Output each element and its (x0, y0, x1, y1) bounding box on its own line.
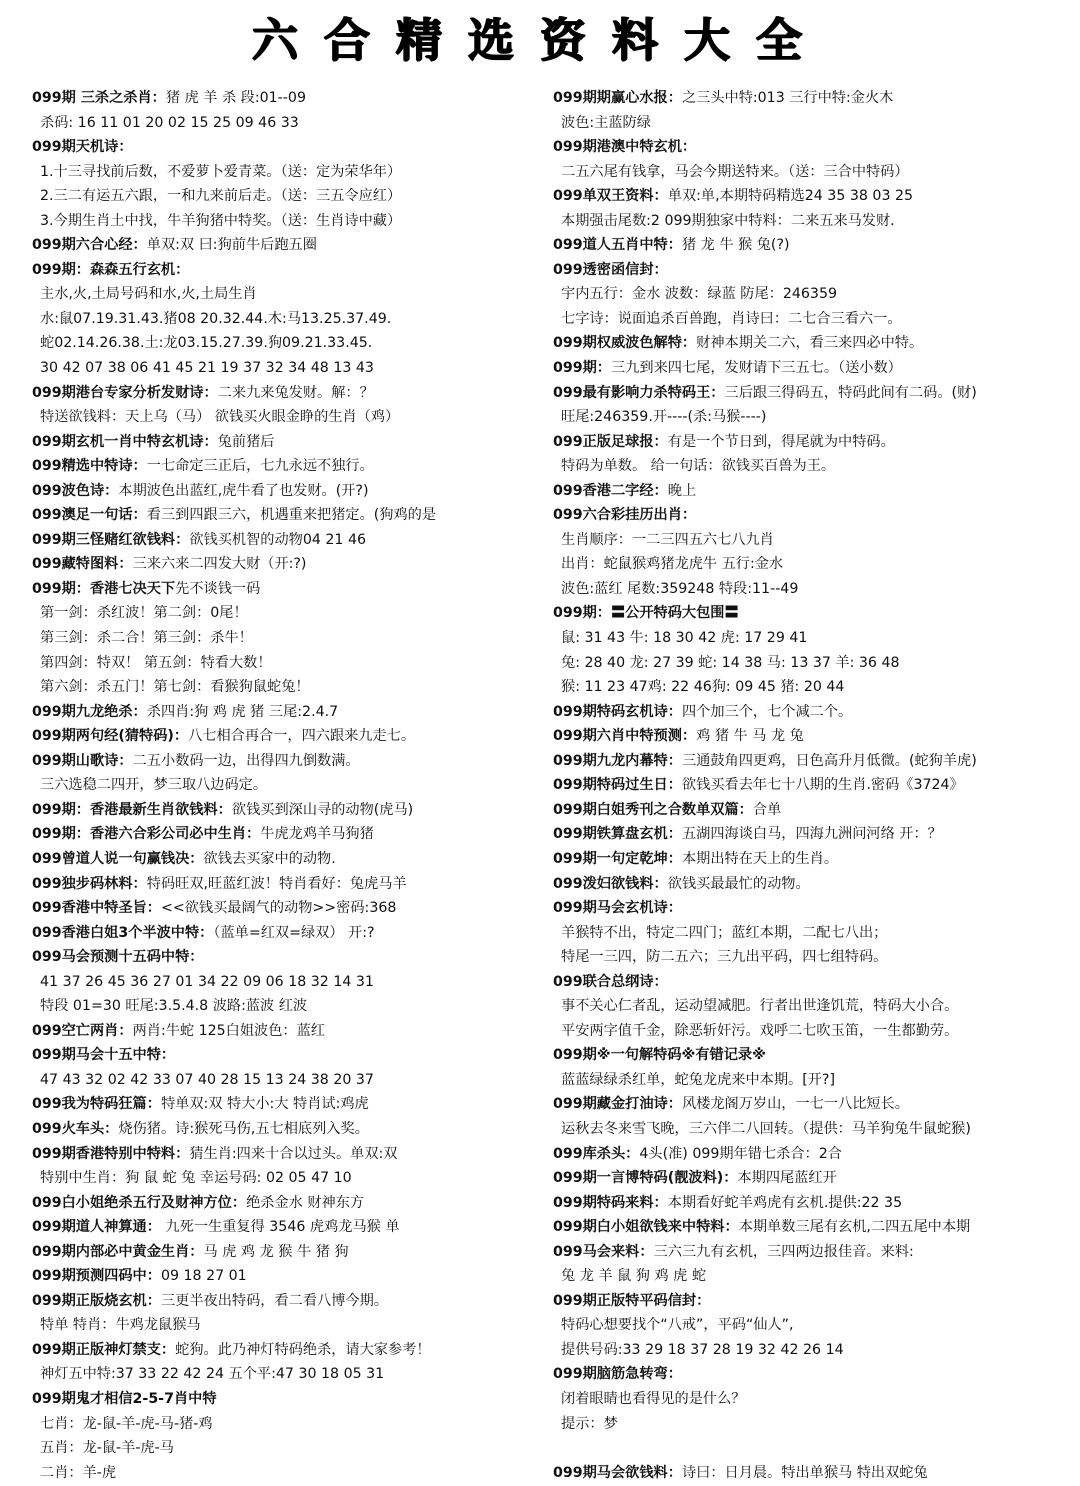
line-heading: 099透密函信封： (553, 261, 668, 278)
line-text: 一七命定三正后，七九永远不独行。 (146, 458, 374, 475)
left-line (32, 282, 550, 307)
line-text: 绝杀金水 财神东方 (246, 1194, 365, 1211)
right-line (553, 356, 1075, 381)
line-heading: 099香港中特圣旨： (32, 900, 161, 917)
line-text: 神灯五中特:37 33 22 42 24 五个平:47 30 18 05 31 (40, 1366, 385, 1383)
line-heading: 099期脑筋急转弯： (553, 1366, 682, 1383)
line-text: 特单双:双 特大小:大 特肖试:鸡虎 (160, 1096, 369, 1113)
right-line (553, 651, 1075, 676)
right-line (553, 675, 1075, 700)
right-line (553, 86, 1075, 111)
line-text: 第六剑：杀五门！第七剑：看猴狗鼠蛇兔！ (40, 679, 310, 696)
line-heading: 099期九龙内幕特： (553, 752, 682, 769)
line-text: 二肖：羊-虎 (40, 1464, 117, 1481)
line-heading: 099藏特图料： (32, 556, 133, 573)
left-line (32, 1387, 550, 1412)
line-heading: 099期九龙绝杀： (32, 703, 147, 720)
right-line (553, 1166, 1075, 1191)
line-text: 闭着眼睛也看得见的是什么？ (561, 1390, 746, 1407)
line-text: 马 虎 鸡 龙 猴 牛 猪 狗 (203, 1243, 349, 1260)
left-line (32, 86, 550, 111)
right-line (553, 896, 1075, 921)
line-text: 杀码: 16 11 01 20 02 15 25 09 46 33 (40, 114, 299, 131)
line-heading: 099期正版烧玄机： (32, 1292, 161, 1309)
line-heading: 099单双王资料： (553, 188, 668, 205)
line-text: 30 42 07 38 06 41 45 21 19 37 32 34 48 13 43 (40, 360, 374, 377)
left-line (32, 1215, 550, 1240)
left-line (32, 724, 550, 749)
line-heading: 099期权威波色解特： (553, 335, 697, 352)
line-text: 羊猴特不出，特定二四门；蓝红本期，二配七八出； (561, 924, 888, 941)
right-line (553, 160, 1075, 185)
line-heading: 099六合彩挂历出肖： (553, 507, 697, 524)
line-text: 先不谈钱一码 (175, 580, 261, 597)
line-text: 看三到四跟三六，机遇重来把猪定。(狗鸡的是 (146, 507, 437, 524)
left-line (32, 1289, 550, 1314)
line-heading: 099期：〓公开特码大包围〓 (553, 605, 739, 622)
right-line (553, 479, 1075, 504)
line-heading: 099期一句定乾坤： (553, 850, 682, 867)
left-line (32, 577, 550, 602)
left-line (32, 1043, 550, 1068)
right-line (553, 1092, 1075, 1117)
line-text: 特码旺双,旺蓝红波！特肖看好：兔虎马羊 (146, 875, 407, 892)
line-text: 三通鼓角四更鸡，日色高升月低微。(蛇狗羊虎) (681, 752, 977, 769)
line-heading: 099期港台专家分析发财诗： (32, 384, 218, 401)
left-line (32, 307, 550, 332)
left-line (32, 626, 550, 651)
right-line (553, 233, 1075, 258)
line-text: 本期四尾蓝红开 (737, 1170, 837, 1187)
line-heading: 099澳足一句话： (32, 507, 147, 524)
line-heading: 099期：香港七决天下 (32, 580, 176, 597)
right-line (553, 1019, 1075, 1044)
left-line (32, 921, 550, 946)
right-line (553, 798, 1075, 823)
right-line (553, 111, 1075, 136)
right-line (553, 1043, 1075, 1068)
right-line (553, 1362, 1075, 1387)
line-text: 波色:主蓝防绿 (561, 114, 651, 131)
line-heading: 099期马会十五中特： (32, 1047, 176, 1064)
line-text: 事不关心仁者乱，运动望减肥。行者出世逢饥荒，特码大小合。 (561, 998, 959, 1015)
left-line (32, 1436, 550, 1461)
line-text: 有是一个节日到，得尾就为中特码。 (667, 433, 895, 450)
line-text: 本期看好蛇羊鸡虎有玄机.提供:22 35 (667, 1194, 903, 1211)
line-text: （蓝单=红双=绿双） 开:? (213, 924, 375, 941)
line-heading: 099波色诗： (32, 482, 119, 499)
line-text: 杀四肖:狗 鸡 虎 猪 三尾:2.4.7 (146, 703, 339, 720)
line-heading: 099期：香港最新生肖欲钱料： (32, 801, 232, 818)
left-line (32, 1142, 550, 1167)
right-column (553, 86, 1075, 1485)
line-text: 兔前猪后 (217, 433, 275, 450)
line-text: 鸡 猪 牛 马 龙 兔 (696, 728, 804, 745)
left-line (32, 1240, 550, 1265)
right-line (553, 430, 1075, 455)
left-line (32, 135, 550, 160)
line-heading: 099马会来料： (553, 1243, 654, 1260)
left-line (32, 1362, 550, 1387)
line-text: 四个加三个，七个减二个。 (681, 703, 853, 720)
line-text: 合单 (752, 801, 782, 818)
right-line (553, 577, 1075, 602)
right-line (553, 1436, 1075, 1461)
left-line (32, 896, 550, 921)
left-line (32, 872, 550, 897)
left-line (32, 1412, 550, 1437)
line-text: 特别中生肖：狗 鼠 蛇 兔 幸运号码: 02 05 47 10 (40, 1170, 352, 1187)
line-text: 七肖：龙-鼠-羊-虎-马-猪-鸡 (40, 1415, 213, 1432)
left-line (32, 356, 550, 381)
line-text: 生肖顺序：一二三四五六七八九肖 (561, 531, 774, 548)
right-line (553, 994, 1075, 1019)
left-line (32, 503, 550, 528)
left-line (32, 1313, 550, 1338)
line-text: 蓝蓝绿绿杀红单，蛇兔龙虎来中本期。[开?] (561, 1071, 835, 1088)
line-text: 八七相合再合一，四六跟来九走七。 (188, 728, 416, 745)
left-line (32, 675, 550, 700)
line-heading: 099期鬼才相信2-5-7肖中特 (32, 1390, 217, 1407)
line-text: 1.十三寻找前后数，不爱萝卜爱青菜。（送：定为荣华年） (40, 163, 402, 180)
line-text: 欲钱买到深山寻的动物(虎马) (231, 801, 414, 818)
line-text: 之三头中特:013 三行中特:金火木 (681, 90, 894, 106)
line-heading: 099香港二字经： (553, 482, 668, 499)
left-line (32, 1019, 550, 1044)
line-heading: 099期藏金打油诗： (553, 1096, 682, 1113)
left-line (32, 1166, 550, 1191)
right-line (553, 970, 1075, 995)
left-line (32, 1461, 550, 1486)
line-text: 4头(准) 099期年错七杀合：2合 (639, 1145, 842, 1162)
right-line (553, 700, 1075, 725)
right-line (553, 454, 1075, 479)
line-heading: 099期六合心经： (32, 237, 147, 254)
left-line (32, 1264, 550, 1289)
line-heading: 099期期赢心水报： (553, 90, 682, 106)
right-line (553, 1412, 1075, 1437)
line-text: 财神本期关二六，看三来四必中特。 (696, 335, 924, 352)
left-line (32, 258, 550, 283)
right-line (553, 773, 1075, 798)
line-heading: 099期白小姐欲钱来中特料： (553, 1219, 739, 1236)
line-heading: 099期※一句解特码※有错记录※ (553, 1047, 766, 1064)
line-heading: 099期： (553, 360, 611, 377)
line-text: 欲钱买机智的动物04 21 46 (189, 531, 366, 548)
line-heading: 099期马会玄机诗： (553, 900, 682, 917)
line-text: 出肖：蛇鼠猴鸡猪龙虎牛 五行:金水 (561, 556, 784, 573)
right-line (553, 847, 1075, 872)
right-line (553, 282, 1075, 307)
right-line (553, 331, 1075, 356)
right-line (553, 405, 1075, 430)
line-heading: 099道人五肖中特： (553, 237, 682, 254)
line-text: 兔: 28 40 龙: 27 39 蛇: 14 38 马: 13 37 羊: 36 48 (561, 654, 900, 671)
right-line (553, 1191, 1075, 1216)
line-heading: 099期港澳中特玄机： (553, 139, 697, 156)
line-heading: 099期特码过生日： (553, 777, 682, 794)
line-text: 宇内五行：金水 波数：绿蓝 防尾：246359 (561, 286, 837, 303)
right-line (553, 724, 1075, 749)
line-text: 三更半夜出特码，看二看八博今期。 (160, 1292, 388, 1309)
right-line (553, 1387, 1075, 1412)
right-line (553, 184, 1075, 209)
line-text: 特码为单数。 给一句话：欲钱买百兽为王。 (561, 458, 836, 475)
line-text: 本期单数三尾有玄机,二四五尾中本期 (738, 1219, 971, 1236)
line-text: 主水,火,土局号码和水,火,土局生肖 (40, 286, 257, 303)
line-text: 第一剑：杀红波！第二剑：0尾！ (40, 605, 248, 622)
line-heading: 099马会预测十五码中特： (32, 949, 204, 966)
right-line (553, 1338, 1075, 1363)
line-text: 二五六尾有钱拿，马会今期送特来。（送：三合中特码） (561, 163, 909, 180)
line-text: 单双:双 曰:狗前牛后跑五圈 (146, 237, 317, 254)
line-heading: 099期两句经(猜特码)： (32, 728, 189, 745)
line-text: 七字诗：说面追杀百兽跑，肖诗曰：二七合三看六一。 (561, 310, 902, 327)
line-text: 第四剑：特双！ 第五剑：特看大数！ (40, 654, 272, 671)
line-heading: 099期：森森五行玄机： (32, 261, 190, 278)
line-heading: 099最有影响力杀特码王： (553, 384, 725, 401)
line-text: 特单 特肖：牛鸡龙鼠猴马 (40, 1317, 201, 1334)
line-heading: 099期三怪赌红欲钱料： (32, 531, 190, 548)
right-line (553, 528, 1075, 553)
line-text: 三九到来四七尾，发财请下三五七。（送小数） (611, 360, 902, 377)
left-line (32, 822, 550, 847)
left-line (32, 798, 550, 823)
line-heading: 099期六肖中特预测： (553, 728, 697, 745)
line-heading: 099期香港特别中特料： (32, 1145, 190, 1162)
right-line (553, 822, 1075, 847)
left-line (32, 601, 550, 626)
page-title: 六合精选资料大全 (252, 13, 828, 67)
line-heading: 099期马会欲钱料： (553, 1464, 682, 1481)
left-line (32, 528, 550, 553)
right-line (553, 307, 1075, 332)
right-line (553, 921, 1075, 946)
right-line (553, 1117, 1075, 1142)
line-heading: 099泼妇欲钱料： (553, 875, 668, 892)
line-text: 蛇02.14.26.38.土:龙03.15.27.39.狗09.21.33.45. (40, 335, 373, 352)
line-text: 2.三二有运五六跟，一和九来前后走。（送：三五令应红） (40, 188, 402, 205)
line-heading: 099火车头： (32, 1120, 119, 1137)
line-heading: 099期道人神算通： (32, 1219, 161, 1236)
line-text: 猪 虎 羊 杀 段:01--09 (165, 90, 306, 106)
right-line (553, 749, 1075, 774)
right-line (553, 872, 1075, 897)
right-line (553, 1461, 1075, 1486)
line-heading: 099白小姐绝杀五行及财神方位： (32, 1194, 247, 1211)
left-line (32, 209, 550, 234)
left-line (32, 405, 550, 430)
right-line (553, 1215, 1075, 1240)
line-text: 五肖：龙-鼠-羊-虎-马 (40, 1440, 174, 1457)
left-line (32, 1068, 550, 1093)
line-text: 猪 龙 牛 猴 兔(?) (681, 237, 790, 254)
line-text: 09 18 27 01 (160, 1268, 247, 1285)
line-text: 二来九来兔发财。解：？ (217, 384, 374, 401)
line-text: 二五小数码一边，出得四九倒数满。 (132, 752, 360, 769)
line-text: 41 37 26 45 36 27 01 34 22 09 06 18 32 14 31 (40, 973, 374, 990)
line-text: 波色:蓝红 尾数:359248 特段:11--49 (561, 580, 799, 597)
line-heading: 099空亡两肖： (32, 1022, 133, 1039)
right-line (553, 258, 1075, 283)
line-heading: 099期 三杀之杀肖： (32, 90, 166, 106)
line-heading: 099期预测四码中： (32, 1268, 161, 1285)
line-text: 第三剑：杀二合！第三剑：杀牛！ (40, 630, 253, 647)
right-line (553, 1289, 1075, 1314)
left-line (32, 994, 550, 1019)
line-text: 三六三九有玄机，三四两边报佳音。来料: (653, 1243, 914, 1260)
line-text: 牛虎龙鸡羊马狗猪 (260, 826, 374, 843)
line-heading: 099曾道人说一句赢钱决： (32, 850, 204, 867)
right-line (553, 1142, 1075, 1167)
right-line (553, 1264, 1075, 1289)
left-line (32, 111, 550, 136)
left-line (32, 430, 550, 455)
left-line (32, 331, 550, 356)
line-text: 诗曰：日月晨。特出单猴马 特出双蛇兔 (681, 1464, 928, 1481)
line-heading: 099期白姐秀刊之合数单双篇： (553, 801, 753, 818)
left-line (32, 552, 550, 577)
line-text: 本期强击尾数:2 099期独家中特料：二来五来马发财. (561, 212, 895, 229)
right-line (553, 1068, 1075, 1093)
left-line (32, 233, 550, 258)
right-line (553, 209, 1075, 234)
left-column (32, 86, 550, 1485)
left-line (32, 454, 550, 479)
line-text: 运秋去冬来雪飞晚，三六伴二八回转。（提供：马羊狗兔牛鼠蛇猴) (561, 1120, 971, 1137)
line-heading: 099正版足球报： (553, 433, 668, 450)
line-text: 3.今期生肖土中找，牛羊狗猪中特奖。（送：生肖诗中藏） (40, 212, 402, 229)
line-text: 特段 01=30 旺尾:3.5.4.8 波路:蓝波 红波 (40, 998, 308, 1015)
line-heading: 099期玄机一肖中特玄机诗： (32, 433, 218, 450)
left-line (32, 651, 550, 676)
line-text: <<欲钱买最阔气的动物>>密码:368 (160, 900, 397, 917)
line-text: 猜生肖:四来十合以过头。单双:双 (189, 1145, 398, 1162)
left-line (32, 1092, 550, 1117)
line-heading: 099库杀头： (553, 1145, 640, 1162)
right-line (553, 945, 1075, 970)
line-text: 本期波色出蓝红,虎牛看了也发财。(开?) (118, 482, 369, 499)
line-heading: 099期：香港六合彩公司必中生肖： (32, 826, 261, 843)
left-line (32, 381, 550, 406)
left-line (32, 700, 550, 725)
line-heading: 099独步码林料： (32, 875, 147, 892)
left-line (32, 847, 550, 872)
line-heading: 099香港白姐3个半波中特： (32, 924, 214, 941)
line-text: 特尾一三四，防二五六；三九出平码，四七组特码。 (561, 949, 888, 966)
line-text: 欲钱买最最忙的动物。 (667, 875, 810, 892)
line-heading: 099期山歌诗： (32, 752, 133, 769)
line-heading: 099期铁算盘玄机： (553, 826, 682, 843)
line-text: 单双:单,本期特码精选24 35 38 03 25 (667, 188, 914, 205)
right-line (553, 1240, 1075, 1265)
line-heading: 099期特码玄机诗： (553, 703, 682, 720)
line-text: 特码心想要找个“八戒”，平码“仙人”, (561, 1317, 794, 1334)
left-line (32, 1117, 550, 1142)
line-heading: 099期特码来料： (553, 1194, 668, 1211)
line-text: 欲钱去买家中的动物. (203, 850, 336, 867)
line-text: 平安两字值千金，除恶斩奸污。戏呼二七吹玉笛，一生都勤劳。 (561, 1022, 959, 1039)
line-text: 提示：梦 (561, 1415, 618, 1432)
line-heading: 099精选中特诗： (32, 458, 147, 475)
line-text: 本期出特在天上的生肖。 (681, 850, 839, 867)
right-line (553, 552, 1075, 577)
line-heading: 099期正版特平码信封： (553, 1292, 711, 1309)
line-text: 鼠: 31 43 牛: 18 30 42 虎: 17 29 41 (561, 630, 808, 647)
left-line (32, 184, 550, 209)
left-line (32, 1338, 550, 1363)
line-text: 水:鼠07.19.31.43.猪08 20.32.44.木:马13.25.37.49. (40, 310, 392, 327)
right-line (553, 601, 1075, 626)
left-line (32, 970, 550, 995)
line-text: 五湖四海谈白马，四海九洲问河络 开：？ (681, 826, 942, 843)
line-text: 提供号码:33 29 18 37 28 19 32 42 26 14 (561, 1341, 844, 1358)
right-line (553, 135, 1075, 160)
line-heading: 099联合总纲诗： (553, 973, 668, 990)
line-heading: 099期天机诗： (32, 139, 133, 156)
line-text: 九死一生重复得 3546 虎鸡龙马猴 单 (160, 1219, 400, 1236)
line-text: 兔 龙 羊 鼠 狗 鸡 虎 蛇 (561, 1268, 707, 1285)
line-text: 三六选稳二四开，梦三取八边码定。 (40, 777, 268, 794)
line-text: 特送欲钱料：天上乌（马） 欲钱买火眼金睁的生肖（鸡） (40, 409, 400, 426)
left-line (32, 1191, 550, 1216)
line-text: 蛇狗。此乃神灯特码绝杀，请大家参考！ (175, 1341, 431, 1358)
line-text: 风楼龙阁万岁山，一七一八比短长。 (681, 1096, 909, 1113)
line-heading: 099期内部必中黄金生肖： (32, 1243, 204, 1260)
line-text: 两肖:牛蛇 125白姐波色：蓝红 (132, 1022, 325, 1039)
line-text: 三来六来二四发大财（开:?) (132, 556, 307, 573)
line-text: 47 43 32 02 42 33 07 40 28 15 13 24 38 20 37 (40, 1071, 374, 1088)
line-text: 烧伤猪。诗:猴死马伤,五七相底列入奖。 (118, 1120, 369, 1137)
right-line (553, 1313, 1075, 1338)
right-line (553, 381, 1075, 406)
line-text: 旺尾:246359.开----(杀:马猴----) (561, 409, 767, 426)
left-line (32, 749, 550, 774)
left-line (32, 160, 550, 185)
line-text: 猴: 11 23 47鸡: 22 46狗: 09 45 猪: 20 44 (561, 679, 845, 696)
left-line (32, 773, 550, 798)
line-text: 欲钱买看去年七十八期的生肖.密码《3724》 (681, 777, 964, 794)
left-line (32, 479, 550, 504)
line-heading: 099期一言博特码(靓波料)： (553, 1170, 738, 1187)
right-line (553, 626, 1075, 651)
line-text: 晚上 (667, 482, 697, 499)
left-line (32, 945, 550, 970)
line-text: 三后跟三得码五，特码此间有二码。(财) (724, 384, 977, 401)
line-heading: 099我为特码狂篇： (32, 1096, 161, 1113)
line-heading: 099期正版神灯禁支： (32, 1341, 176, 1358)
right-line (553, 503, 1075, 528)
